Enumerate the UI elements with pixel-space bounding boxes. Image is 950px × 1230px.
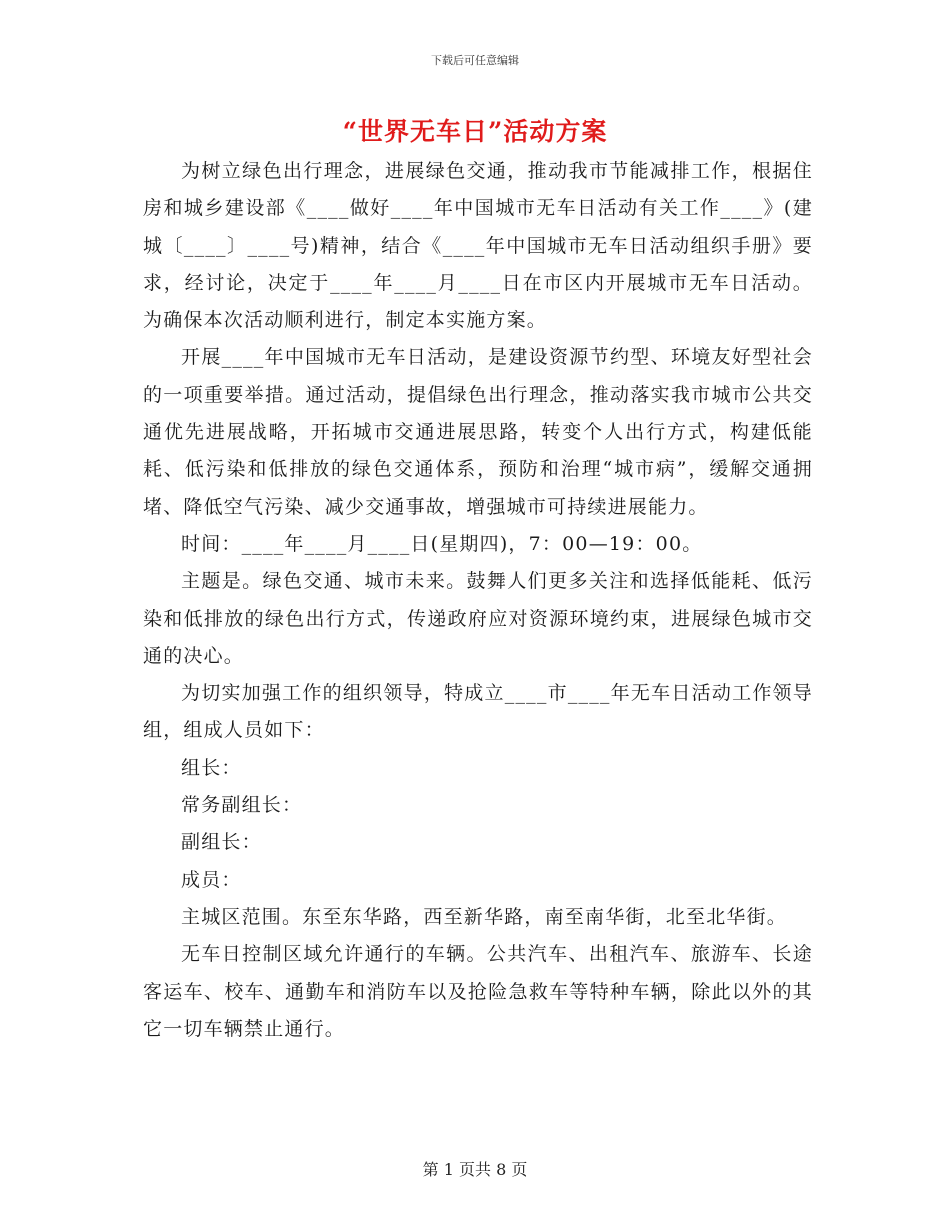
document-title: “世界无车日”活动方案 (342, 117, 608, 146)
header-note: 下载后可任意编辑 (431, 54, 519, 67)
paragraph-theme: 主题是。绿色交通、城市未来。鼓舞人们更多关注和选择低能耗、低污染和低排放的绿色出行方式，传递政府应对资源环境约束，进展绿色城市交通的决心。 (143, 570, 813, 667)
paragraph-leader: 组长： (181, 756, 242, 779)
page-footer: 第 1 页共 8 页 (422, 1160, 528, 1179)
paragraph-intro: 为树立绿色出行理念，进展绿色交通，推动我市节能减排工作，根据住房和城乡建设部《____做好____年中国城市无车日活动有关工作____》(建城〔____〕____号)精神，结合《____年中国城市无车日活动组织手册》要求，经讨论，决定于____年____月____日在市区内开展城市无车日活动。为确保本次活动顺利进行，制定本实施方案。 (143, 160, 813, 332)
paragraph-time: 时间：____年____月____日(星期四)，7：00—19：00。 (181, 532, 703, 555)
paragraph-members: 成员： (181, 868, 242, 891)
paragraph-area: 主城区范围。东至东华路，西至新华路，南至南华街，北至北华街。 (181, 905, 788, 928)
paragraph-executive-deputy: 常务副组长： (181, 794, 303, 817)
document-body (143, 153, 813, 1048)
paragraph-allowed-vehicles: 无车日控制区域允许通行的车辆。公共汽车、出租汽车、旅游车、长途客运车、校车、通勤车和消防车以及抢险急救车等特种车辆，除此以外的其它一切车辆禁止通行。 (143, 943, 813, 1040)
paragraph-significance: 开展____年中国城市无车日活动，是建设资源节约型、环境友好型社会的一项重要举措。通过活动，提倡绿色出行理念，推动落实我市城市公共交通优先进展战略，开拓城市交通进展思路，转变个人出行方式，构建低能耗、低污染和低排放的绿色交通体系，预防和治理“城市病”，缓解交通拥堵、降低空气污染、减少交通事故，增强城市可持续进展能力。 (143, 346, 813, 518)
paragraph-leadership: 为切实加强工作的组织领导，特成立____市____年无车日活动工作领导组，组成人员如下： (143, 682, 813, 742)
paragraph-deputy: 副组长： (181, 831, 262, 854)
